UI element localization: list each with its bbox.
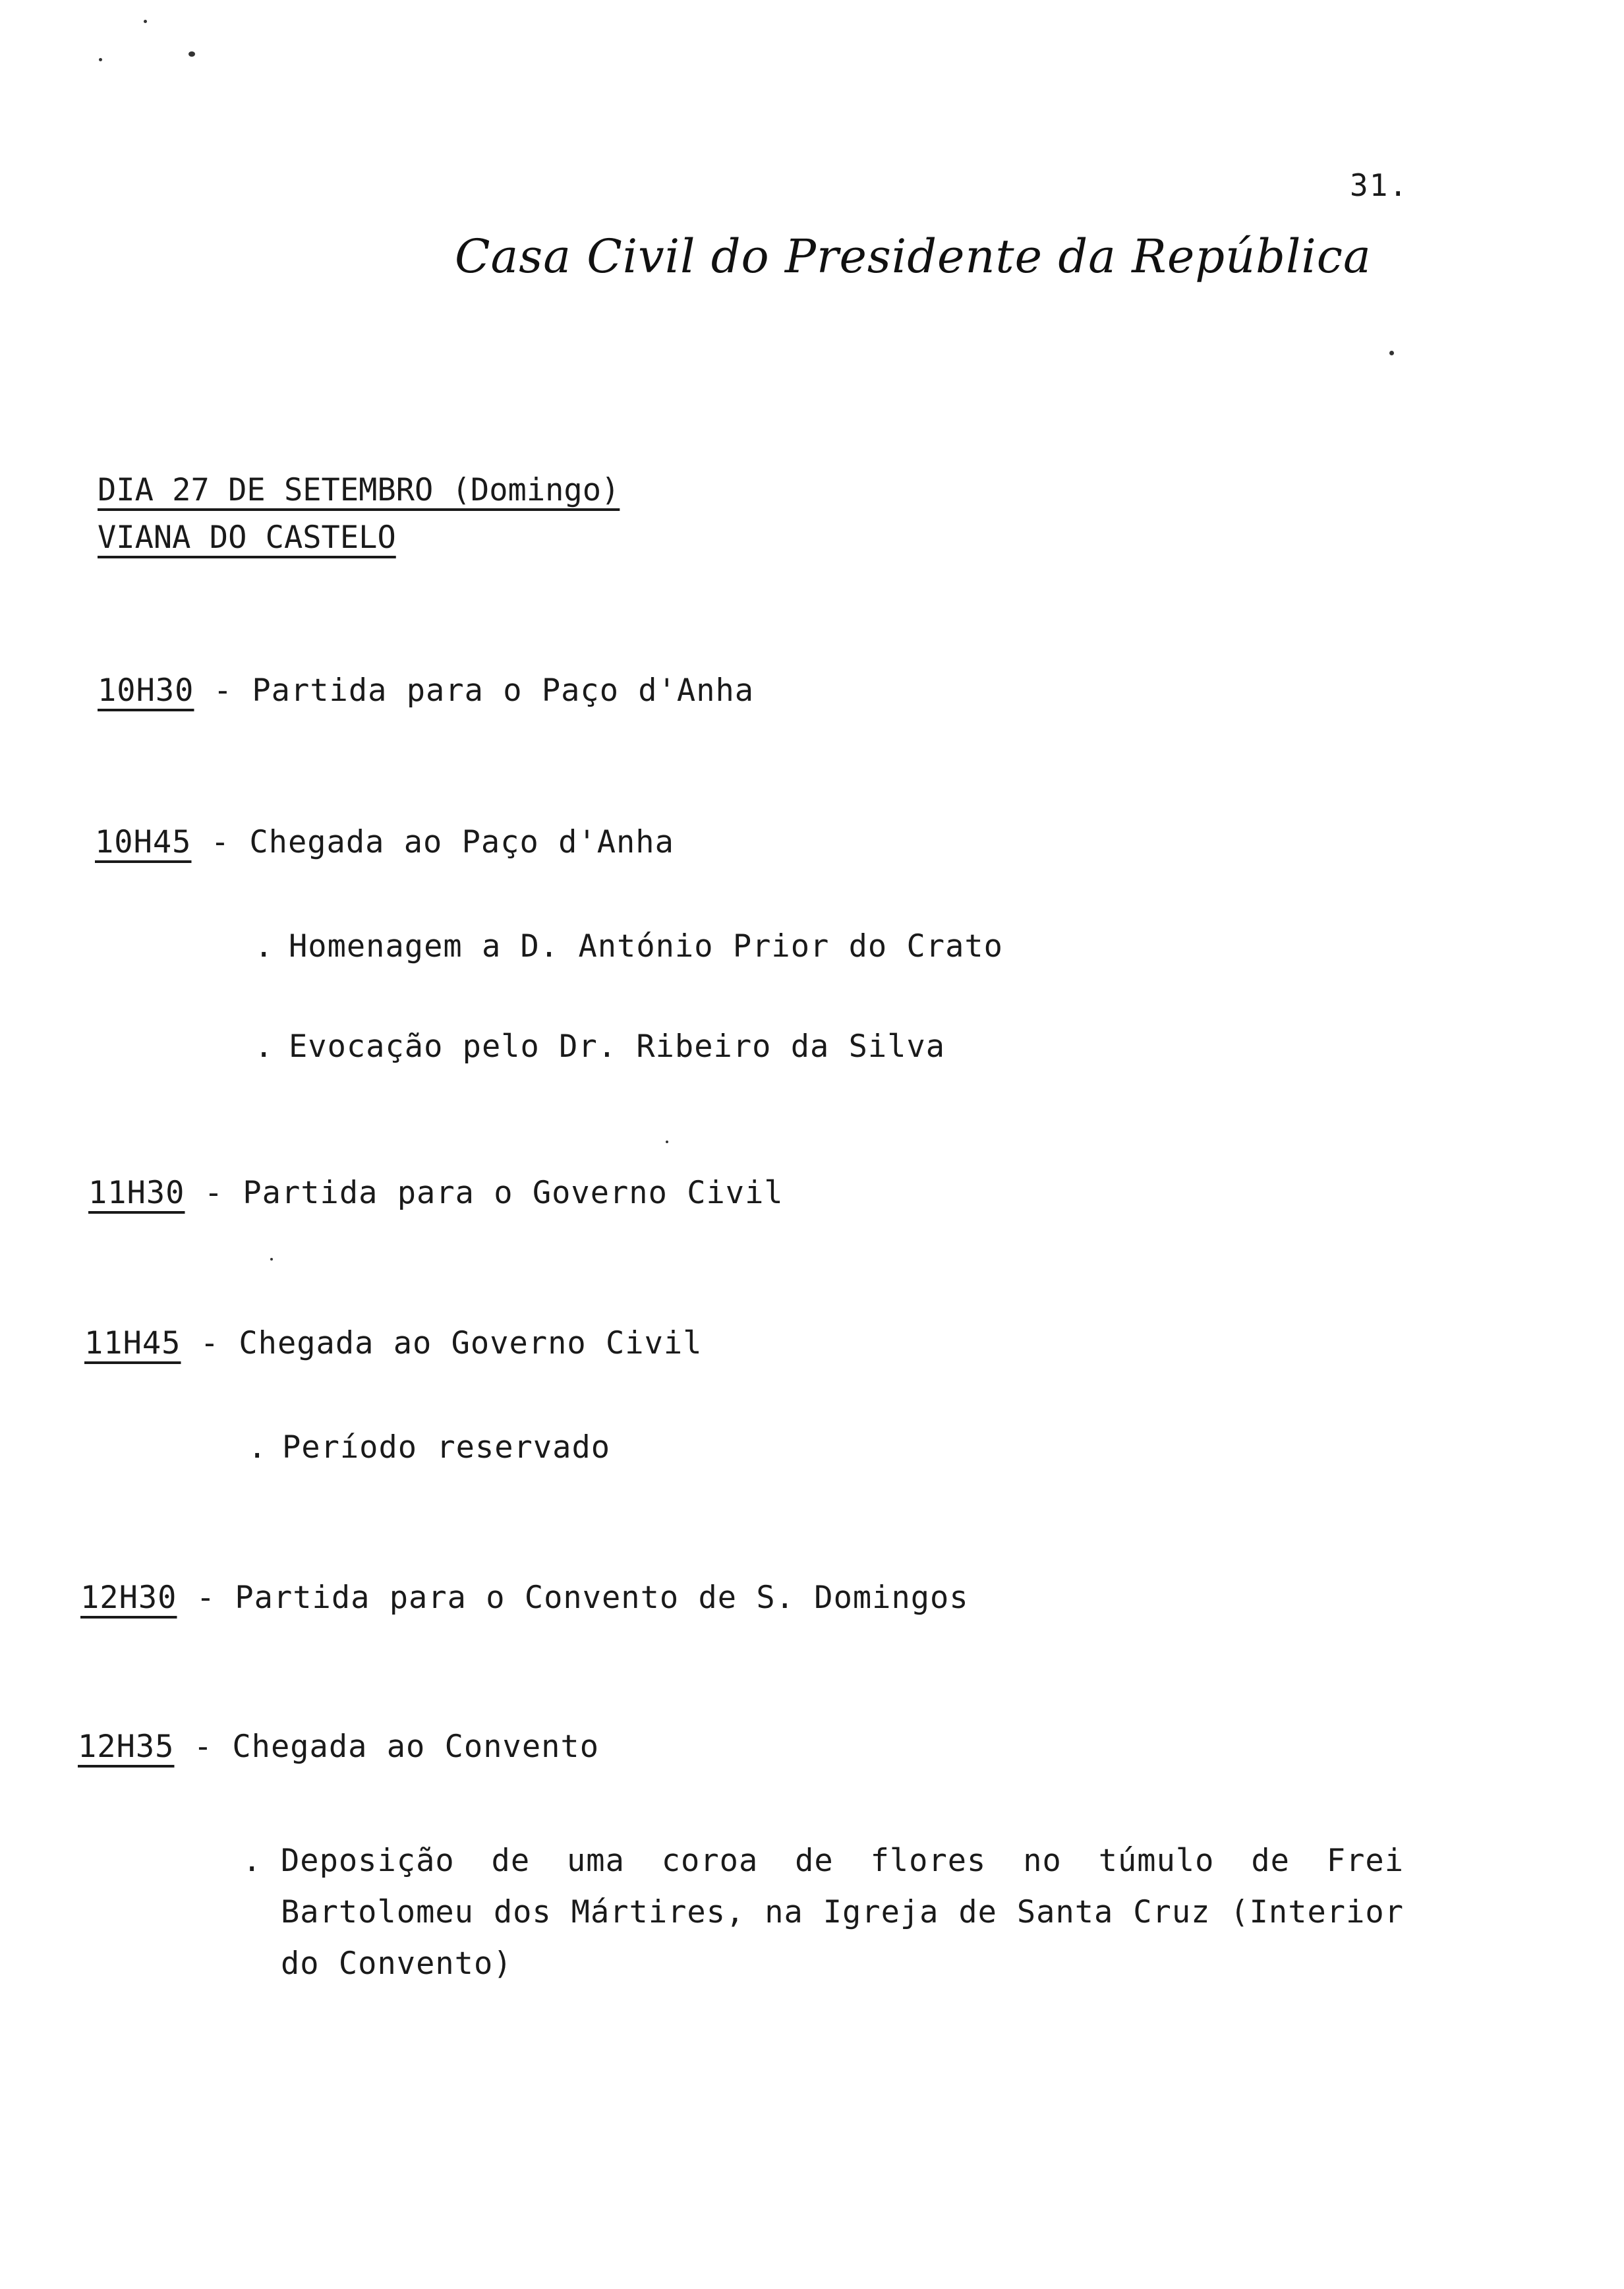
scan-speck [144,20,147,23]
schedule-entry [98,672,754,709]
entry-time: 11H30 [88,1175,185,1211]
entry-text: Partida para o Paço d'Anha [252,672,755,709]
entry-text: Partida para o Convento de S. Domingos [235,1580,969,1616]
bullet-dot: . [254,1028,274,1065]
bullet-item [244,1835,1404,1990]
entry-time: 11H45 [84,1325,181,1361]
scan-speck [270,1258,273,1261]
bullet-item [254,1028,945,1065]
bullet-item [248,1429,610,1466]
bullet-dot: . [243,1843,262,1879]
page-number: 31. [1350,167,1409,203]
entry-separator: - [174,1729,233,1765]
bullet-dot: . [254,928,274,965]
entry-separator: - [181,1325,239,1361]
entry-text: Partida para o Governo Civil [243,1175,784,1211]
bullet-item [254,928,1003,965]
entry-time: 10H45 [95,824,192,860]
schedule-entry [95,824,674,860]
entry-separator: - [185,1175,243,1211]
entry-text: Chegada ao Governo Civil [239,1325,703,1361]
letterhead: Casa Civil do Presidente da República [455,229,1372,283]
schedule-entry [88,1175,784,1211]
schedule-entry [84,1325,703,1361]
scan-speck [99,58,102,61]
scan-speck [188,51,195,57]
bullet-text: Deposição de uma coroa de flores no túmulo de Frei Bartolomeu dos Mártires, na Igreja de Santa Cruz (Interior do Convento) [281,1843,1404,1982]
day-heading: DIA 27 DE SETEMBRO (Domingo) [98,472,620,508]
entry-time: 12H30 [80,1580,177,1616]
bullet-text: Homenagem a D. António Prior do Crato [289,928,1003,965]
schedule-entry [78,1729,599,1765]
entry-separator: - [194,672,252,709]
schedule-entry [80,1580,969,1616]
bullet-text: Evocação pelo Dr. Ribeiro da Silva [289,1028,946,1065]
scan-speck [1389,351,1394,355]
bullet-text: Período reservado [282,1429,611,1466]
entry-text: Chegada ao Paço d'Anha [249,824,674,860]
entry-time: 12H35 [78,1729,175,1765]
bullet-dot: . [248,1429,268,1466]
entry-separator: - [191,824,250,860]
entry-separator: - [177,1580,235,1616]
entry-text: Chegada ao Convento [232,1729,600,1765]
place-heading: VIANA DO CASTELO [98,520,396,556]
entry-time: 10H30 [98,672,194,709]
scan-speck [666,1141,668,1143]
